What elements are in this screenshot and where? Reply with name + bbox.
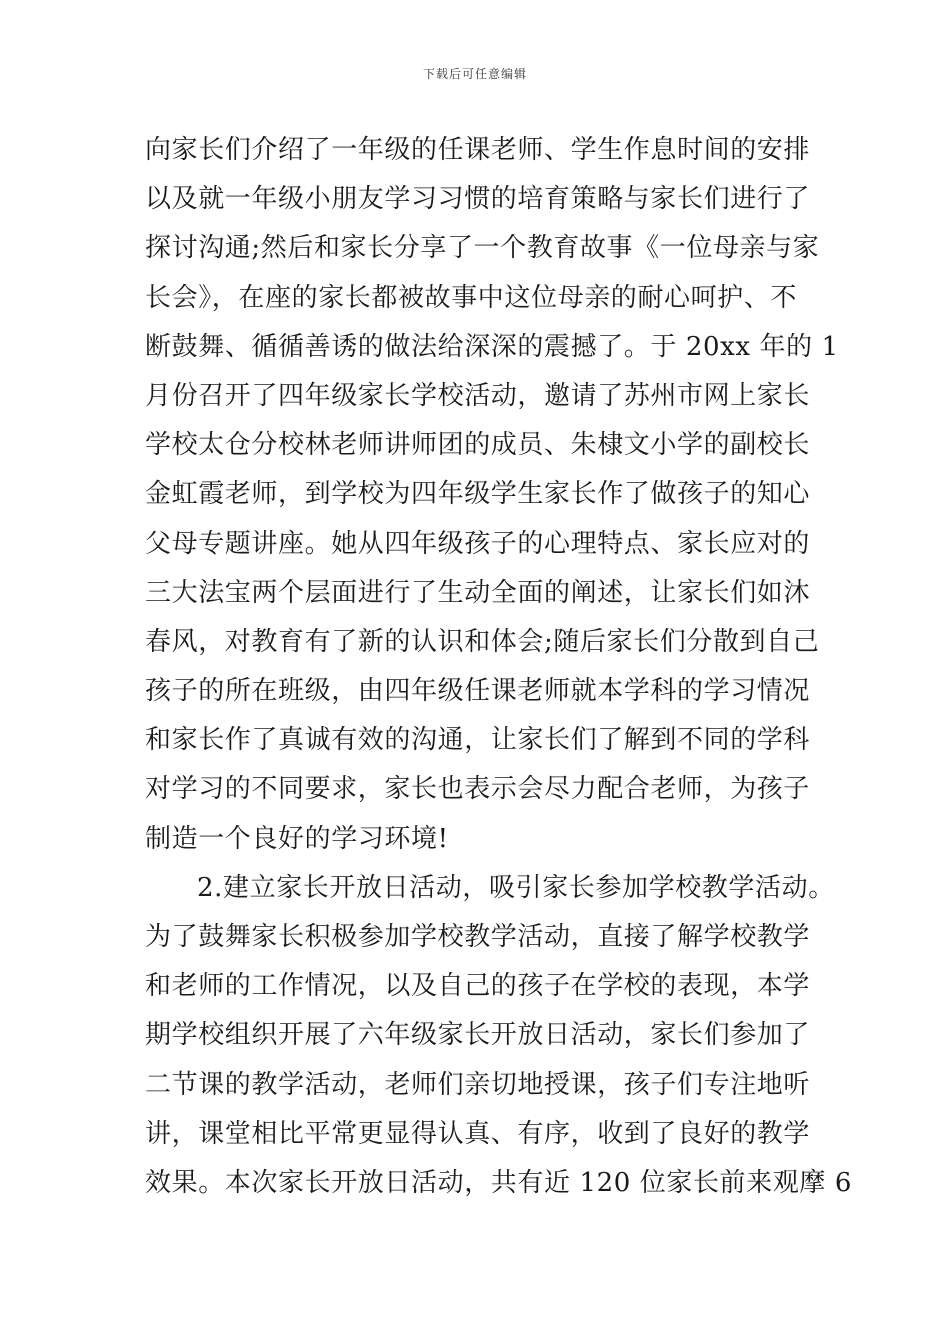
- page-header: 下载后可任意编辑: [422, 67, 527, 81]
- text-line: 金虹霞老师，到学校为四年级学生家长作了做孩子的知心: [145, 479, 811, 510]
- text-line: 和家长作了真诚有效的沟通，让家长们了解到不同的学科: [145, 725, 811, 756]
- paragraph: [145, 126, 845, 864]
- text-line: 春风，对教育有了新的认识和体会;随后家长们分散到自己: [145, 626, 820, 657]
- text-line: 月份召开了四年级家长学校活动，邀请了苏州市网上家长: [145, 380, 811, 411]
- text-line: 孩子的所在班级，由四年级任课老师就本学科的学习情况: [145, 676, 811, 707]
- section-heading-line: 2.建立家长开放日活动，吸引家长参加学校教学活动。: [197, 872, 835, 903]
- text-line: 探讨沟通;然后和家长分享了一个教育故事《一位母亲与家: [145, 233, 820, 264]
- text-line: 期学校组织开展了六年级家长开放日活动，家长们参加了: [145, 1020, 811, 1051]
- text-line: 断鼓舞、循循善诱的做法给深深的震撼了。于 20xx 年的 1: [145, 331, 839, 362]
- text-line: 长会》，在座的家长都被故事中这位母亲的耐心呵护、不: [145, 282, 798, 313]
- text-line: 制造一个良好的学习环境!: [145, 823, 449, 854]
- text-line: 为了鼓舞家长积极参加学校教学活动，直接了解学校教学: [145, 922, 811, 952]
- text-line: 学校太仓分校林老师讲师团的成员、朱棣文小学的副校长: [145, 430, 811, 461]
- document-body: [145, 126, 852, 1208]
- paragraph: [145, 864, 852, 1208]
- text-line: 向家长们介绍了一年级的任课老师、学生作息时间的安排: [145, 135, 811, 165]
- text-line: 和老师的工作情况，以及自己的孩子在学校的表现，本学: [145, 971, 811, 1002]
- text-line: 父母专题讲座。她从四年级孩子的心理特点、家长应对的: [145, 528, 811, 559]
- text-line: 对学习的不同要求，家长也表示会尽力配合老师，为孩子: [145, 774, 811, 805]
- text-line: 三大法宝两个层面进行了生动全面的阐述，让家长们如沐: [145, 577, 811, 608]
- text-line: 讲，课堂相比平常更显得认真、有序，收到了良好的教学: [145, 1118, 811, 1149]
- text-line: 二节课的教学活动，老师们亲切地授课，孩子们专注地听: [145, 1069, 811, 1100]
- text-line: 效果。本次家长开放日活动，共有近 120 位家长前来观摩 6: [145, 1167, 852, 1198]
- text-line: 以及就一年级小朋友学习习惯的培育策略与家长们进行了: [145, 184, 811, 215]
